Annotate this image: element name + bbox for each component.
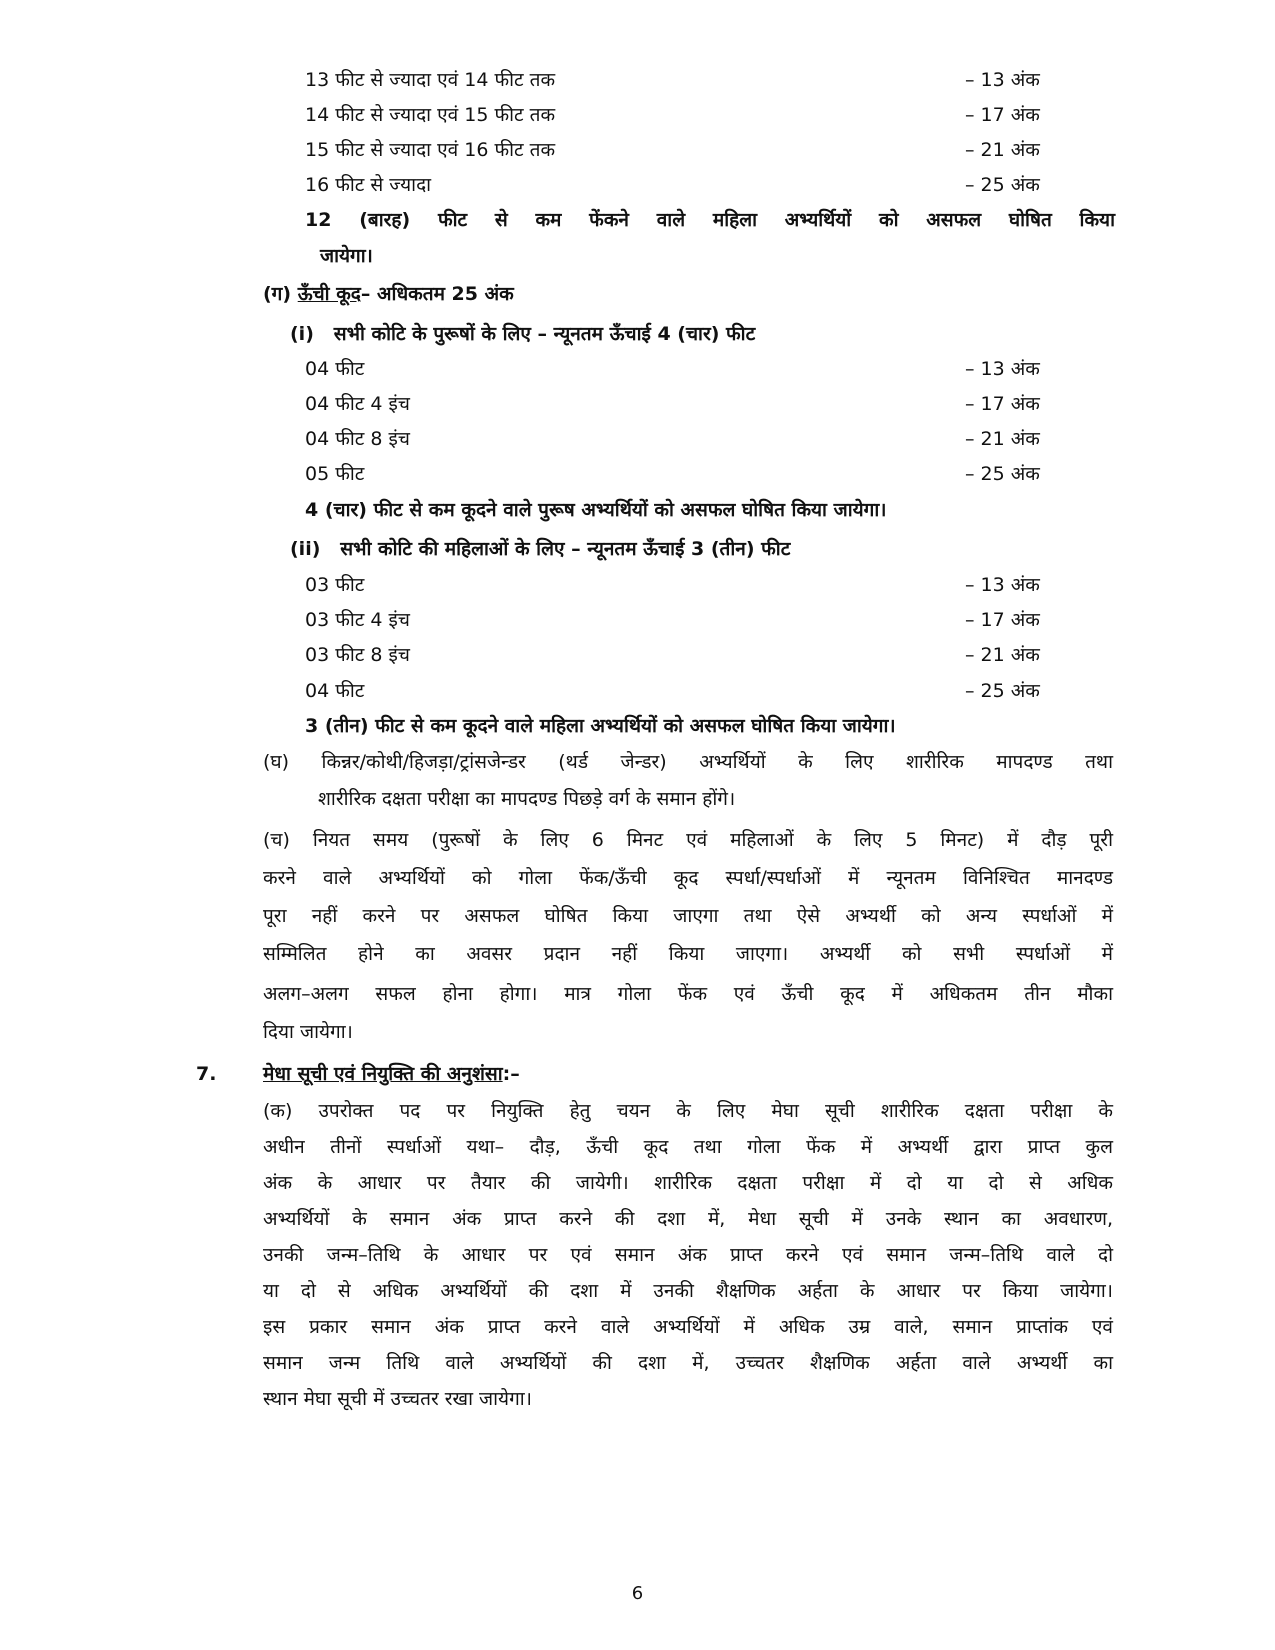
row-label: 04 फीट 4 इंच (305, 393, 410, 415)
table-row (305, 425, 1070, 453)
table-row (305, 606, 1070, 634)
table-row (305, 136, 1070, 164)
row-label: 16 फीट से ज्यादा (305, 174, 432, 196)
fail-note-women: 3 (तीन) फीट से कम कूदने वाले महिला अभ्यर्थियों को असफल घोषित किया जायेगा। (305, 715, 896, 737)
row-label: 04 फीट (305, 358, 365, 380)
section-max: – अधिकतम 25 अंक (360, 283, 514, 305)
subsection-number: (i) (290, 323, 314, 345)
table-row (305, 571, 1070, 599)
row-marks: – 13 अंक (965, 574, 1040, 596)
fail-note-line: 12 (बारह) फीट से कम फेंकने वाले महिला अभ्यर्थियों को असफल घोषित किया (305, 209, 1115, 231)
subsection-number: (ii) (290, 538, 321, 560)
row-label: 04 फीट (305, 680, 365, 702)
paragraph-line: उनकी जन्म–तिथि के आधार पर एवं समान अंक प्राप्त करने एवं समान जन्म–तिथि वाले दो (263, 1244, 1113, 1266)
subsection-heading-women (290, 535, 790, 563)
section-number: 7. (196, 1063, 217, 1085)
fail-note-line: जायेगा। (320, 245, 373, 267)
paragraph-line: (च) नियत समय (पुरूषों के लिए 6 मिनट एवं महिलाओं के लिए 5 मिनट) में दौड़ पूरी (263, 829, 1113, 851)
paragraph-line: सम्मिलित होने का अवसर प्रदान नहीं किया जाएगा। अभ्यर्थी को सभी स्पर्धाओं में (263, 943, 1113, 965)
table-row (305, 101, 1070, 129)
row-marks: – 21 अंक (965, 139, 1040, 161)
paragraph-line: (घ) किन्नर/कोथी/हिजड़ा/ट्रांसजेन्डर (थर्ड जेन्डर) अभ्यर्थियों के लिए शारीरिक मापदण्ड तथा (263, 751, 1113, 773)
row-marks: – 25 अंक (965, 174, 1040, 196)
section-heading-high-jump (263, 280, 514, 308)
row-label: 05 फीट (305, 463, 365, 485)
table-row (305, 66, 1070, 94)
row-label: 14 फीट से ज्यादा एवं 15 फीट तक (305, 104, 556, 126)
row-label: 15 फीट से ज्यादा एवं 16 फीट तक (305, 139, 556, 161)
table-row (305, 677, 1070, 705)
row-marks: – 13 अंक (965, 358, 1040, 380)
row-label: 04 फीट 8 इंच (305, 428, 410, 450)
paragraph-line: अभ्यर्थियों के समान अंक प्राप्त करने की दशा में, मेधा सूची में उनके स्थान का अवधारण, (263, 1208, 1113, 1230)
subsection-title: सभी कोटि के पुरूषों के लिए – न्यूनतम ऊँचाई 4 (चार) फीट (333, 323, 756, 345)
table-row (305, 171, 1070, 199)
paragraph-line: करने वाले अभ्यर्थियों को गोला फेंक/ऊँची कूद स्पर्धा/स्पर्धाओं में न्यूनतम विनिश्चित मानदण्ड (263, 867, 1113, 889)
subsection-heading-men (290, 320, 755, 348)
row-marks: – 25 अंक (965, 680, 1040, 702)
row-marks: – 17 अंक (965, 609, 1040, 631)
paragraph-line: (क) उपरोक्त पद पर नियुक्ति हेतु चयन के लिए मेघा सूची शारीरिक दक्षता परीक्षा के (263, 1100, 1113, 1122)
paragraph-line: इस प्रकार समान अंक प्राप्त करने वाले अभ्यर्थियों में अधिक उम्र वाले, समान प्राप्तांक एवं (263, 1316, 1113, 1338)
paragraph-line: स्थान मेघा सूची में उच्चतर रखा जायेगा। (263, 1388, 532, 1410)
row-marks: – 13 अंक (965, 69, 1040, 91)
row-label: 03 फीट 4 इंच (305, 609, 410, 631)
row-label: 03 फीट 8 इंच (305, 644, 410, 666)
row-marks: – 21 अंक (965, 644, 1040, 666)
section-label: (ग) (263, 283, 292, 305)
row-marks: – 17 अंक (965, 104, 1040, 126)
paragraph-line: अलग–अलग सफल होना होगा। मात्र गोला फेंक एवं ऊँची कूद में अधिकतम तीन मौका (263, 983, 1113, 1005)
paragraph-line: अंक के आधार पर तैयार की जायेगी। शारीरिक दक्षता परीक्षा में दो या दो से अधिक (263, 1172, 1113, 1194)
row-label: 03 फीट (305, 574, 365, 596)
row-marks: – 25 अंक (965, 463, 1040, 485)
table-row (305, 641, 1070, 669)
subsection-title: सभी कोटि की महिलाओं के लिए – न्यूनतम ऊँचाई 3 (तीन) फीट (340, 538, 791, 560)
section-title: मेधा सूची एवं नियुक्ति की अनुशंसा (263, 1063, 503, 1085)
table-row (305, 460, 1070, 488)
row-marks: – 21 अंक (965, 428, 1040, 450)
paragraph-line: अधीन तीनों स्पर्धाओं यथा– दौड़, ऊँची कूद तथा गोला फेंक में अभ्यर्थी द्वारा प्राप्त कुल (263, 1136, 1113, 1158)
paragraph-line: पूरा नहीं करने पर असफल घोषित किया जाएगा तथा ऐसे अभ्यर्थी को अन्य स्पर्धाओं में (263, 905, 1113, 927)
row-label: 13 फीट से ज्यादा एवं 14 फीट तक (305, 69, 556, 91)
section-heading (263, 1060, 520, 1088)
fail-note-men: 4 (चार) फीट से कम कूदने वाले पुरूष अभ्यर्थियों को असफल घोषित किया जायेगा। (305, 499, 887, 521)
table-row (305, 390, 1070, 418)
paragraph-line: समान जन्म तिथि वाले अभ्यर्थियों की दशा में, उच्चतर शैक्षणिक अर्हता वाले अभ्यर्थी का (263, 1352, 1113, 1374)
row-marks: – 17 अंक (965, 393, 1040, 415)
paragraph-line: या दो से अधिक अभ्यर्थियों की दशा में उनकी शैक्षणिक अर्हता के आधार पर किया जायेगा। (263, 1280, 1113, 1302)
table-row (305, 355, 1070, 383)
paragraph-line: दिया जायेगा। (263, 1021, 353, 1043)
page-number: 6 (631, 1583, 644, 1604)
paragraph-line: शारीरिक दक्षता परीक्षा का मापदण्ड पिछड़े वर्ग के समान होंगे। (318, 788, 736, 810)
section-title-suffix: :– (502, 1063, 520, 1085)
section-title: ऊँची कूद (297, 283, 361, 305)
